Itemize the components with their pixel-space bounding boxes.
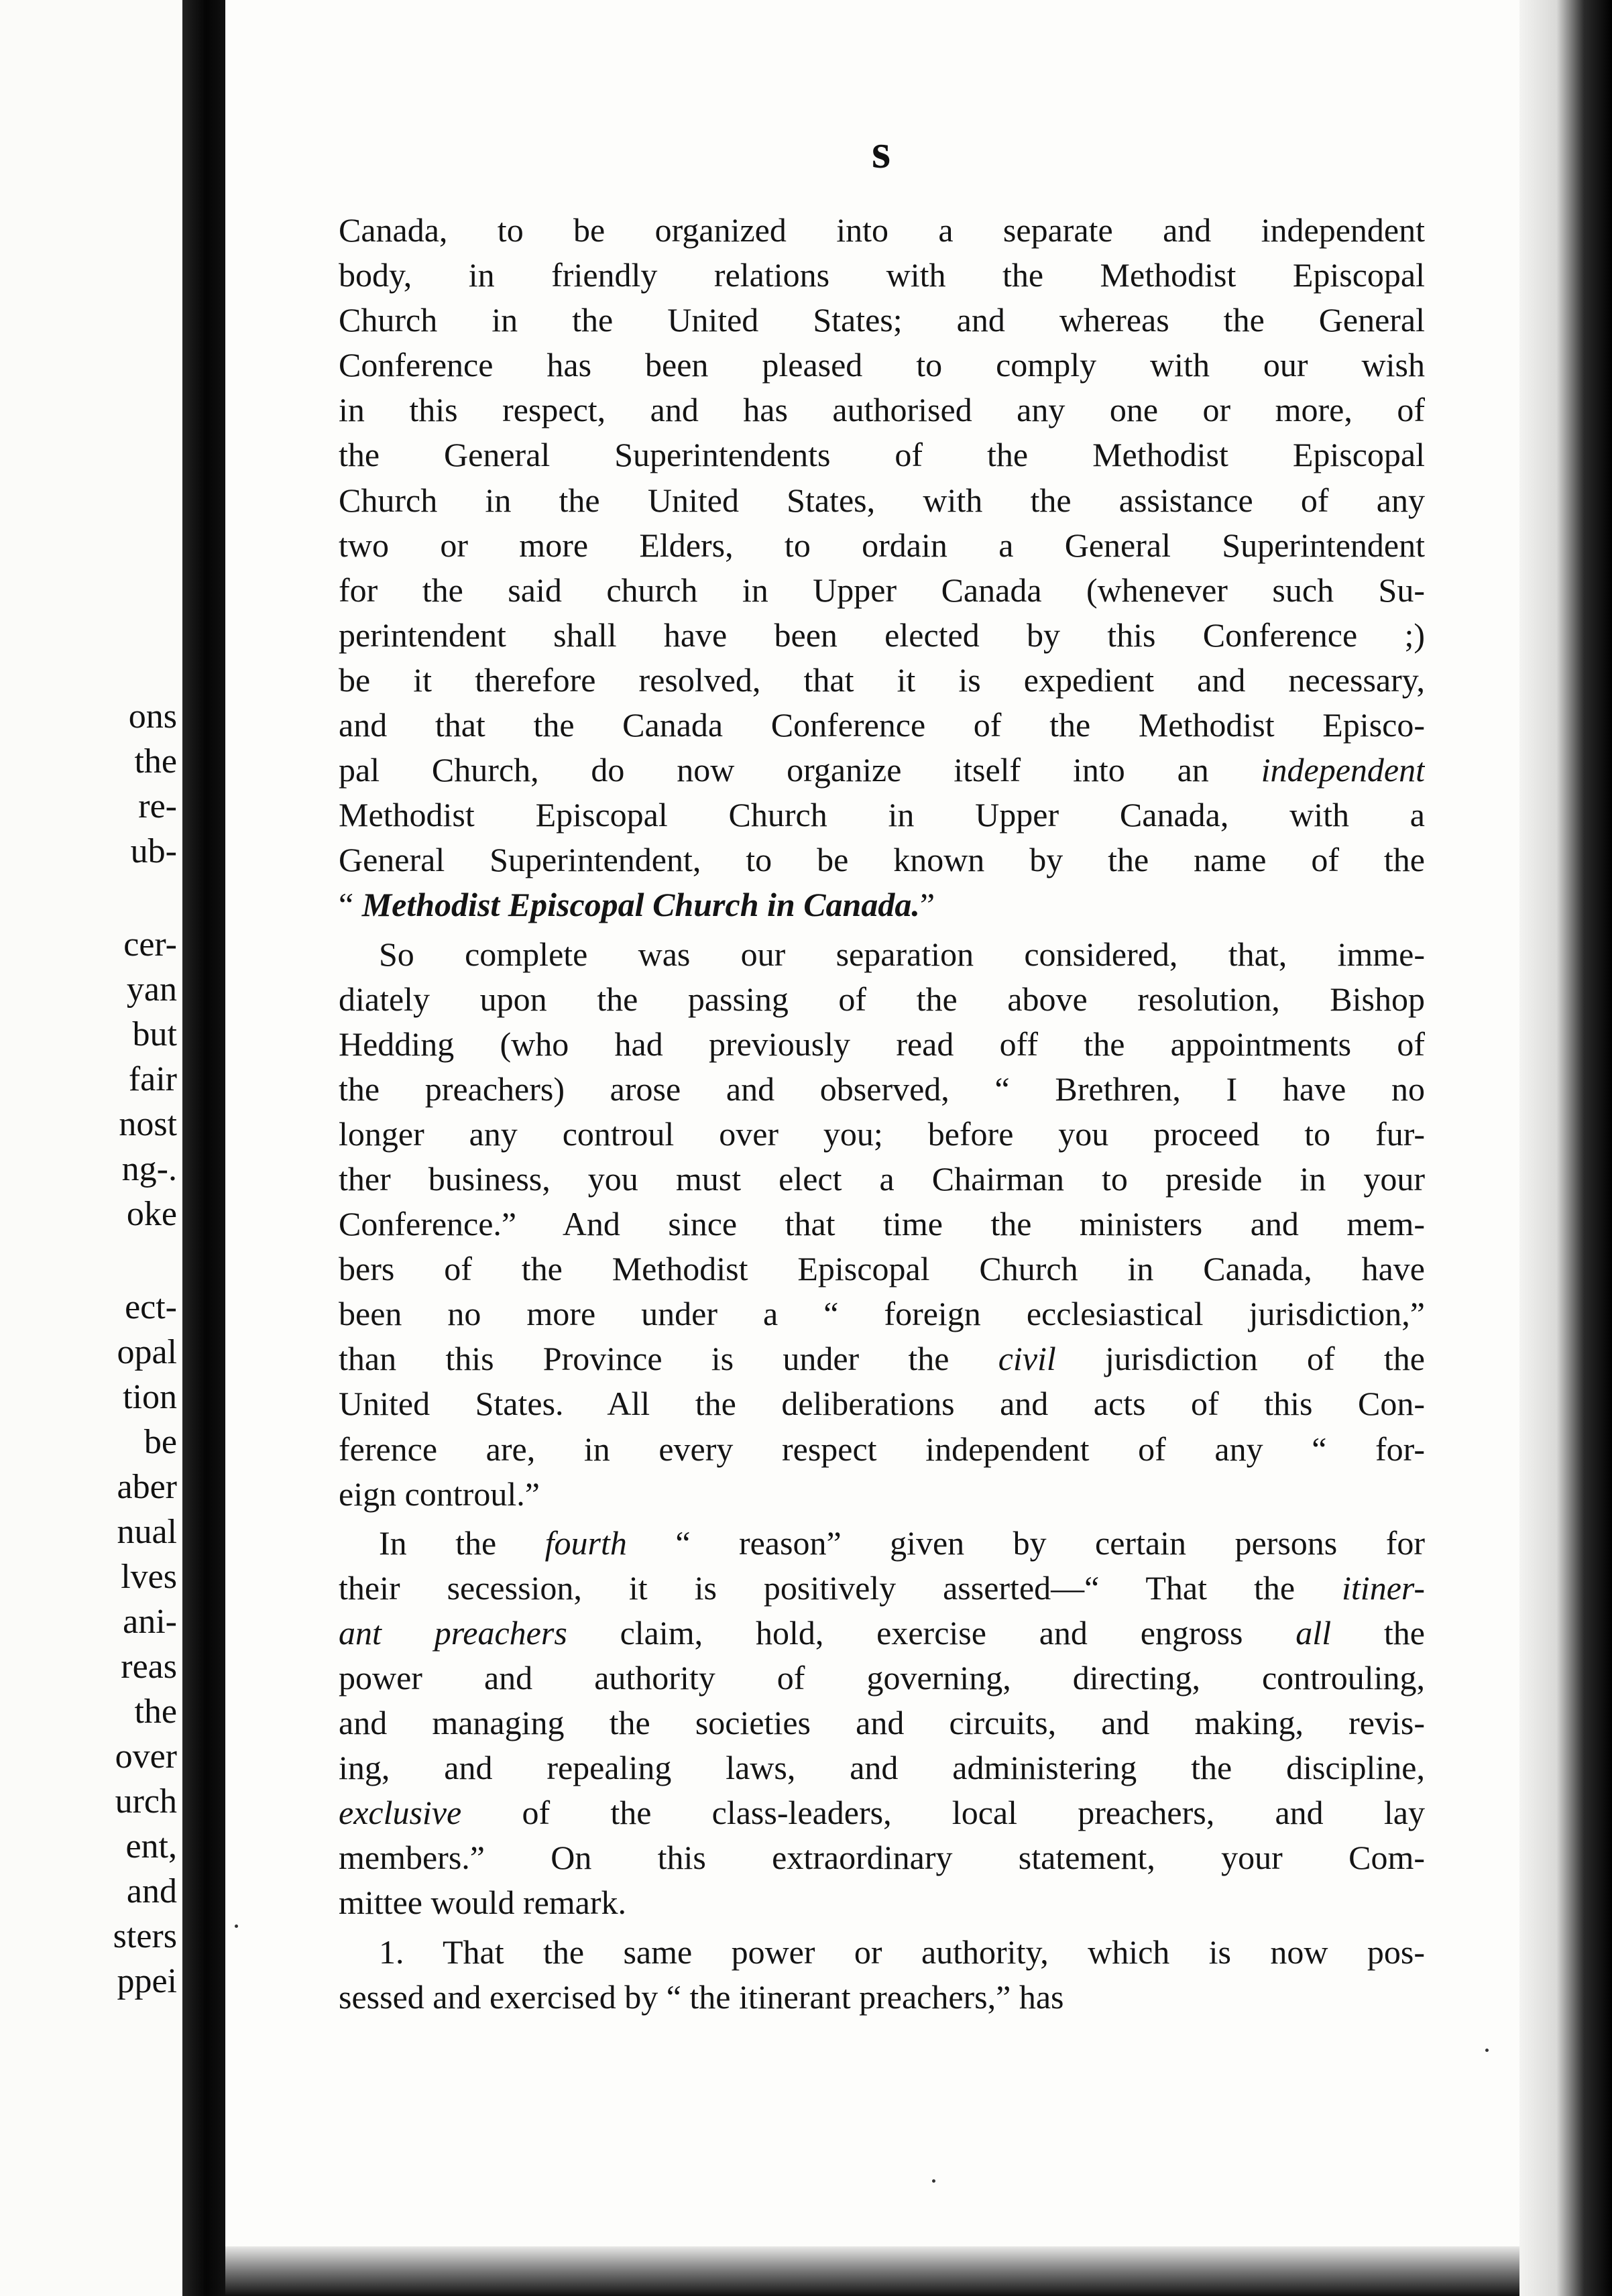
- left-fragment: ect-: [125, 1288, 177, 1326]
- left-fragment: nual: [117, 1513, 177, 1551]
- text-line: longer any controul over you; before you proceed to fur-: [339, 1114, 1425, 1153]
- text-line: for the said church in Upper Canada (whenever such Su-: [339, 571, 1425, 609]
- text-line: Church in the United States, with the assistance of any: [339, 481, 1425, 519]
- left-fragment: ent,: [125, 1827, 177, 1866]
- text-line: be it therefore resolved, that it is expedient and necessary,: [339, 661, 1425, 699]
- text-line: Conference.” And since that time the ministers and mem-: [339, 1205, 1425, 1243]
- left-fragment: and: [126, 1872, 177, 1910]
- scan-speck: [235, 1925, 238, 1928]
- left-fragment: be: [143, 1423, 177, 1461]
- left-fragment: ng-.: [121, 1150, 177, 1188]
- left-fragment-gap: [113, 874, 177, 922]
- left-fragment: ani-: [123, 1603, 177, 1641]
- left-fragment: but: [132, 1015, 177, 1053]
- left-fragment: urch: [115, 1782, 177, 1821]
- text-line: pal Church, do now organize itself into an independent: [339, 751, 1425, 789]
- text-line: General Superintendent, to be known by the name of the: [339, 841, 1425, 879]
- text-line: 1. That the same power or authority, which is now pos-: [379, 1933, 1425, 1971]
- text-line: Conference has been pleased to comply with our wish: [339, 346, 1425, 384]
- text-line: perintendent shall have been elected by this Conference ;): [339, 616, 1425, 654]
- left-fragment: cer-: [123, 925, 177, 964]
- text-line: bers of the Methodist Episcopal Church in Canada, have: [339, 1250, 1425, 1288]
- scan-speck: [932, 2179, 935, 2183]
- text-line: ant preachers claim, hold, exercise and engross all the: [339, 1613, 1425, 1652]
- left-fragment: aber: [117, 1468, 177, 1506]
- left-fragment: reas: [121, 1648, 177, 1686]
- left-fragment: re-: [138, 787, 177, 825]
- text-line: In the fourth “ reason” given by certain persons for: [379, 1524, 1425, 1562]
- left-fragment: the: [134, 742, 177, 781]
- text-line: Methodist Episcopal Church in Upper Canada, with a: [339, 796, 1425, 834]
- signature-mark: s: [872, 125, 891, 178]
- gutter-shadow: [182, 0, 225, 2296]
- page-edge: [1519, 0, 1612, 2296]
- text-line: body, in friendly relations with the Methodist Episcopal: [339, 256, 1425, 294]
- left-fragment: sters: [113, 1917, 177, 1955]
- left-fragment: oke: [126, 1195, 177, 1233]
- text-line: power and authority of governing, directing, controuling,: [339, 1659, 1425, 1697]
- left-fragment: ub-: [130, 832, 177, 870]
- text-line: ference are, in every respect independent of any “ for-: [339, 1430, 1425, 1468]
- left-fragment: lves: [121, 1558, 177, 1596]
- text-line: the General Superintendents of the Methodist Episcopal: [339, 436, 1425, 474]
- text-line: two or more Elders, to ordain a General Superintendent: [339, 526, 1425, 564]
- text-line: their secession, it is positively asserted—“ That the itiner-: [339, 1568, 1425, 1607]
- text-line: and that the Canada Conference of the Methodist Episco-: [339, 706, 1425, 744]
- text-line: Church in the United States; and whereas the General: [339, 301, 1425, 339]
- text-line: mittee would remark.: [339, 1884, 627, 1922]
- scan-speck: [1485, 2049, 1489, 2052]
- text-line: members.” On this extraordinary statement, your Com-: [339, 1839, 1425, 1877]
- paragraph: [339, 208, 1425, 928]
- text-line: Canada, to be organized into a separate and independent: [339, 211, 1425, 249]
- left-fragment-gap: [113, 1237, 177, 1285]
- paragraph: [339, 1930, 1425, 2020]
- text-line: United States. All the deliberations and acts of this Con-: [339, 1385, 1425, 1423]
- text-line: eign controul.”: [339, 1475, 540, 1513]
- text-line: So complete was our separation considered, that, imme-: [379, 935, 1425, 973]
- left-page-fragment: [0, 0, 182, 2296]
- text-line: exclusive of the class-leaders, local preachers, and lay: [339, 1794, 1425, 1832]
- text-line: diately upon the passing of the above resolution, Bishop: [339, 980, 1425, 1018]
- left-fragment: opal: [117, 1333, 177, 1371]
- left-fragment: tion: [123, 1378, 177, 1416]
- text-line: been no more under a “ foreign ecclesiastical jurisdiction,”: [339, 1295, 1425, 1333]
- left-fragment: ons: [128, 697, 177, 736]
- left-fragment: fair: [128, 1060, 177, 1098]
- text-line: “ Methodist Episcopal Church in Canada.”: [339, 886, 935, 924]
- left-fragment: nost: [119, 1105, 177, 1143]
- text-line: in this respect, and has authorised any one or more, of: [339, 391, 1425, 429]
- left-fragment: the: [134, 1692, 177, 1731]
- left-fragment: yan: [126, 970, 177, 1009]
- paragraph: [339, 932, 1425, 1517]
- text-line: sessed and exercised by “ the itinerant preachers,” has: [339, 1977, 1064, 2016]
- paragraph: [339, 1521, 1425, 1926]
- page-bottom-edge: [225, 2246, 1519, 2296]
- left-fragment: over: [115, 1737, 177, 1776]
- left-fragment: ppei: [117, 1962, 177, 2000]
- body-text: [339, 208, 1425, 2020]
- text-line: ing, and repealing laws, and administering the discipline,: [339, 1749, 1425, 1787]
- text-line: the preachers) arose and observed, “ Brethren, I have no: [339, 1070, 1425, 1108]
- left-margin-text: [113, 694, 177, 2004]
- text-line: and managing the societies and circuits, and making, revis-: [339, 1704, 1425, 1742]
- text-line: Hedding (who had previously read off the appointments of: [339, 1025, 1425, 1063]
- text-line: than this Province is under the civil jurisdiction of the: [339, 1340, 1425, 1378]
- text-line: ther business, you must elect a Chairman to preside in your: [339, 1159, 1425, 1198]
